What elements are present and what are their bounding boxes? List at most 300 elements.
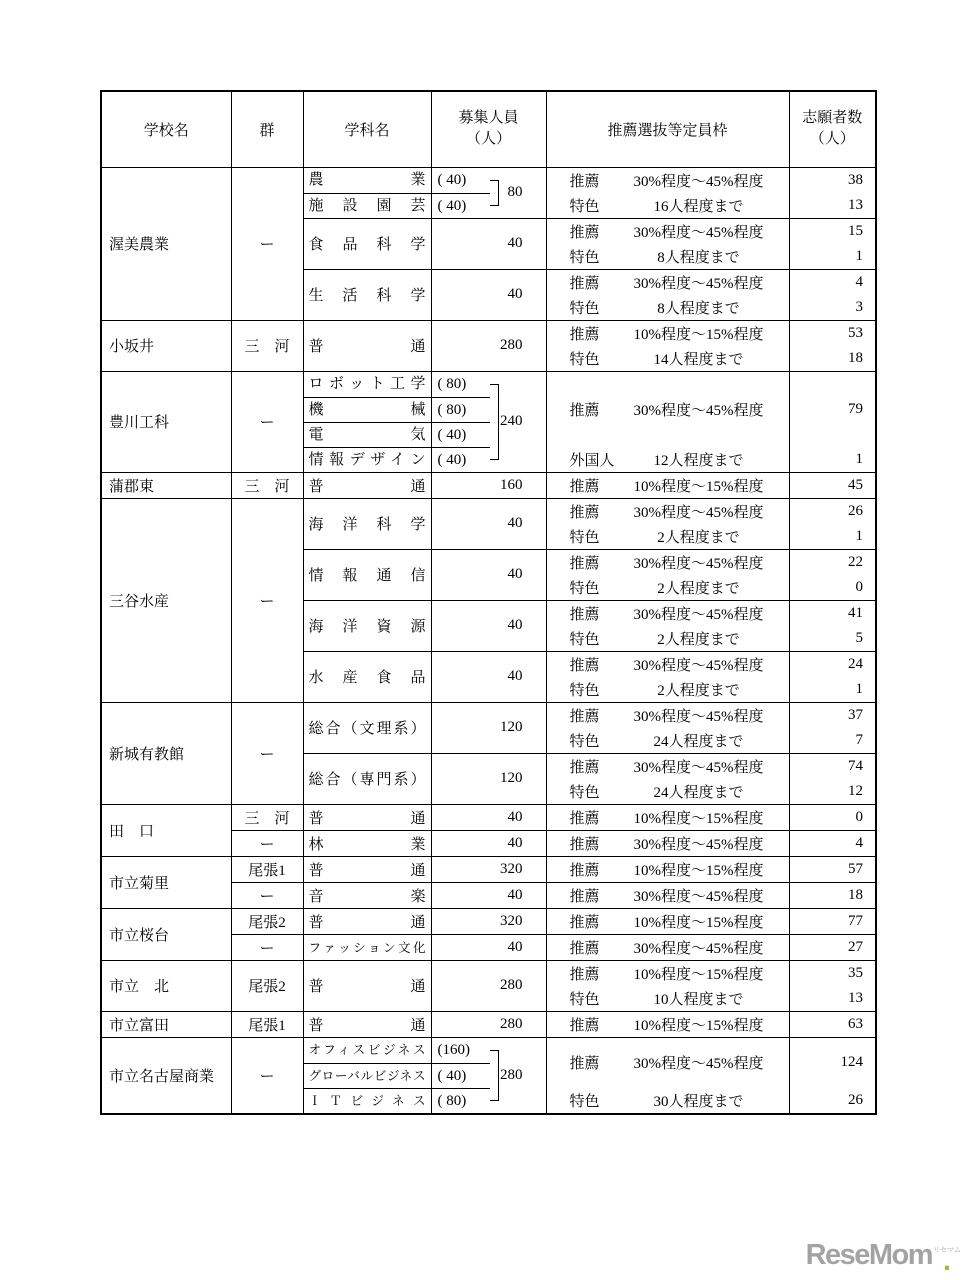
- applicant-count: 1: [855, 247, 863, 264]
- dept-cell: [303, 856, 431, 882]
- applicants-cell: [789, 218, 876, 269]
- quota-cell: [546, 371, 789, 472]
- dept-name: 施設園芸: [304, 193, 431, 218]
- quota-line: [547, 935, 789, 960]
- quota-label: 推薦: [569, 759, 600, 776]
- capacity-cell: 40: [431, 600, 546, 651]
- quota-label: 特色: [569, 249, 600, 266]
- quota-value: 2人程度まで: [657, 580, 740, 597]
- quota-cell: [546, 934, 789, 960]
- quota-label: 推薦: [569, 326, 600, 343]
- quota-label: 推薦: [569, 940, 600, 957]
- quota-line: [547, 447, 789, 472]
- applicant-count: 13: [848, 989, 863, 1006]
- capacity-cell: 40: [431, 549, 546, 600]
- dept-cell: [303, 702, 431, 753]
- applicants-cell: [789, 320, 876, 371]
- capacity-cell: [431, 167, 546, 218]
- dept-capacity: ( 80): [432, 397, 490, 422]
- quota-cell: [546, 908, 789, 934]
- quota-value: 10人程度まで: [653, 991, 744, 1008]
- applicant-count: 45: [848, 476, 863, 493]
- quota-line: [547, 703, 789, 728]
- quota-label: 特色: [569, 682, 600, 699]
- capacity-cell: 120: [431, 753, 546, 804]
- capacity-cell: 40: [431, 269, 546, 320]
- dept-name: グローバルビジネス: [304, 1063, 431, 1088]
- applicant-count: 13: [848, 196, 863, 213]
- capacity-group: [432, 372, 546, 472]
- applicant-count: 63: [848, 1015, 863, 1032]
- quota-line: [547, 524, 789, 549]
- resemom-logo: [805, 1239, 961, 1278]
- applicants-cell: [789, 371, 876, 472]
- quota-label: 推薦: [569, 606, 600, 623]
- school-name-cell: 市立 北: [101, 960, 231, 1011]
- quota-label: 推薦: [569, 402, 600, 419]
- logo-dot: .: [943, 1245, 952, 1278]
- quota-value: 14人程度まで: [653, 351, 744, 368]
- applicants-cell: [789, 960, 876, 1011]
- quota-line: [547, 1088, 789, 1113]
- quota-cell: [546, 960, 789, 1011]
- quota-value: 30%程度～45%程度: [633, 275, 764, 292]
- dept-capacity: ( 80): [432, 1088, 490, 1113]
- quota-label: 推薦: [569, 914, 600, 931]
- applicant-count: 53: [848, 324, 863, 341]
- school-name-cell: 市立名古屋商業: [101, 1037, 231, 1114]
- group-cell: 尾張2: [231, 960, 303, 1011]
- dept-name: オフィスビジネス: [308, 1042, 426, 1057]
- quota-label: 特色: [569, 631, 600, 648]
- table-row: [101, 498, 876, 549]
- quota-cell: [546, 651, 789, 702]
- dept-name: ＩＴビジネス: [304, 1088, 431, 1113]
- applicant-count: 4: [855, 273, 863, 290]
- dept-name: 生活科学: [308, 288, 426, 304]
- quota-label: 外国人: [569, 452, 615, 469]
- quota-label: 特色: [569, 1093, 600, 1110]
- sub-capacities: [432, 1038, 490, 1113]
- quota-value: 30%程度～45%程度: [633, 888, 764, 905]
- quota-line: [547, 779, 789, 804]
- school-name-cell: 三谷水産: [101, 498, 231, 702]
- table-row: [101, 908, 876, 934]
- applicant-count: 26: [848, 502, 863, 519]
- quota-line: [547, 626, 789, 651]
- capacity-cell: 280: [431, 960, 546, 1011]
- quota-label: 特色: [569, 351, 600, 368]
- dept-cell: [303, 371, 431, 472]
- dept-name: 海洋資源: [308, 619, 426, 635]
- quota-line: [547, 728, 789, 753]
- applicant-count: 15: [848, 222, 863, 239]
- quota-value: 30%程度～45%程度: [633, 940, 764, 957]
- school-name-cell: 新城有教館: [101, 702, 231, 804]
- quota-line: [547, 270, 789, 295]
- quota-value: 10%程度～15%程度: [633, 810, 764, 827]
- admission-table: [100, 90, 877, 1115]
- group-cell: 三 河: [231, 804, 303, 830]
- dept-capacity: ( 40): [432, 193, 490, 218]
- logo-tail: [933, 1245, 961, 1278]
- applicant-count: 35: [848, 964, 863, 981]
- dept-cell: [303, 804, 431, 830]
- quota-value: 30%程度～45%程度: [633, 657, 764, 674]
- applicant-count: 4: [855, 834, 863, 851]
- quota-line: [547, 652, 789, 677]
- group-cell: 尾張2: [231, 908, 303, 934]
- quota-label: 推薦: [569, 708, 600, 725]
- table-row: [101, 856, 876, 882]
- quota-value: 30%程度～45%程度: [633, 759, 764, 776]
- dept-name: 音楽: [308, 888, 426, 905]
- applicant-count: 79: [848, 400, 863, 417]
- group-cell: ー: [231, 934, 303, 960]
- capacity-bracket: [490, 1050, 499, 1101]
- school-name-cell: 田 口: [101, 804, 231, 856]
- quota-cell: [546, 856, 789, 882]
- dept-name: 林業: [308, 836, 426, 853]
- quota-line: [547, 244, 789, 269]
- quota-line: [547, 831, 789, 856]
- capacity-cell: [431, 371, 546, 472]
- applicant-count: 1: [855, 680, 863, 697]
- header-capacity-line1: 募集人員: [458, 110, 519, 127]
- quota-line: [547, 909, 789, 934]
- quota-value: 10%程度～15%程度: [633, 1017, 764, 1034]
- school-name-cell: 小坂井: [101, 320, 231, 371]
- quota-cell: [546, 702, 789, 753]
- quota-line: [547, 961, 789, 986]
- header-applicants-line2: （人）: [809, 131, 855, 148]
- table-row: [101, 1037, 876, 1114]
- dept-capacity: (160): [437, 1041, 470, 1058]
- capacity-total: 240: [500, 413, 523, 429]
- quota-line: [547, 986, 789, 1011]
- dept-stack: [304, 168, 431, 218]
- quota-value: 8人程度まで: [657, 249, 740, 266]
- capacity-total: 280: [500, 1066, 523, 1083]
- quota-line: [547, 575, 789, 600]
- applicant-count: 41: [848, 604, 863, 621]
- quota-line: [547, 219, 789, 244]
- quota-cell: [546, 549, 789, 600]
- quota-cell: [546, 167, 789, 218]
- applicant-stack: [790, 372, 876, 472]
- dept-name: 水産食品: [308, 670, 426, 686]
- applicants-cell: [789, 934, 876, 960]
- table-row: [101, 960, 876, 1011]
- school-name-cell: 市立富田: [101, 1011, 231, 1037]
- dept-name: 総合（文理系）: [308, 721, 426, 737]
- quota-label: 推薦: [569, 657, 600, 674]
- quota-label: 特色: [569, 580, 600, 597]
- dept-name: 電気: [304, 422, 431, 447]
- quota-value: 2人程度まで: [657, 631, 740, 648]
- dept-cell: [303, 600, 431, 651]
- dept-cell: [303, 167, 431, 218]
- applicant-count: 26: [848, 1091, 863, 1108]
- applicant-count: 0: [855, 578, 863, 595]
- table-row: [101, 702, 876, 753]
- header-quota: 推薦選抜等定員枠: [546, 91, 789, 167]
- applicant-count: 5: [855, 629, 863, 646]
- header-row: [101, 91, 876, 167]
- capacity-cell: [431, 1037, 546, 1114]
- school-name-cell: 蒲郡東: [101, 472, 231, 498]
- dept-cell: [303, 882, 431, 908]
- quota-value: 16人程度まで: [653, 198, 744, 215]
- applicants-cell: [789, 804, 876, 830]
- quota-value: 30%程度～45%程度: [633, 402, 764, 419]
- quota-line: [547, 677, 789, 702]
- applicant-count: 124: [840, 1053, 863, 1070]
- quota-value: 10%程度～15%程度: [633, 862, 764, 879]
- table-row: [101, 320, 876, 371]
- dept-name: 海洋科学: [308, 517, 426, 533]
- quota-value: 30%程度～45%程度: [633, 836, 764, 853]
- dept-cell: [303, 934, 431, 960]
- dept-cell: [303, 908, 431, 934]
- quota-label: 推薦: [569, 1017, 600, 1034]
- quota-label: 特色: [569, 198, 600, 215]
- dept-cell: [303, 651, 431, 702]
- applicant-count: 57: [848, 860, 863, 877]
- dept-cell: [303, 1011, 431, 1037]
- quota-label: 推薦: [569, 966, 600, 983]
- capacity-cell: 40: [431, 804, 546, 830]
- quota-line: [547, 321, 789, 346]
- applicant-count: 22: [848, 553, 863, 570]
- header-capacity-line2: （人）: [465, 131, 511, 148]
- quota-value: 10%程度～15%程度: [633, 326, 764, 343]
- group-cell: ー: [231, 702, 303, 804]
- group-cell: 三 河: [231, 320, 303, 371]
- table-row: [101, 371, 876, 472]
- quota-line: [547, 754, 789, 779]
- applicant-count: 77: [848, 912, 863, 929]
- dept-name: 普通: [308, 979, 426, 995]
- header-group: 群: [231, 91, 303, 167]
- quota-value: 30%程度～45%程度: [633, 708, 764, 725]
- dept-name: 農業: [308, 171, 426, 188]
- quota-label: 特色: [569, 300, 600, 317]
- dept-stack: [304, 1038, 431, 1113]
- applicants-cell: [789, 753, 876, 804]
- quota-line: [547, 346, 789, 371]
- dept-cell: [303, 472, 431, 498]
- applicant-count: 3: [855, 298, 863, 315]
- quota-cell: [546, 882, 789, 908]
- quota-value: 30%程度～45%程度: [633, 555, 764, 572]
- capacity-cell: 280: [431, 320, 546, 371]
- quota-cell: [546, 804, 789, 830]
- applicants-cell: [789, 830, 876, 856]
- header-capacity: [431, 91, 546, 167]
- capacity-cell: 40: [431, 882, 546, 908]
- capacity-cell: 40: [431, 934, 546, 960]
- applicants-cell: [789, 549, 876, 600]
- applicant-count: 37: [848, 706, 863, 723]
- quota-line: [547, 883, 789, 908]
- logo-kana-label: リセマム: [933, 1247, 961, 1255]
- quota-label: 推薦: [569, 888, 600, 905]
- quota-cell: [546, 218, 789, 269]
- dept-cell: [303, 830, 431, 856]
- dept-capacity: ( 80): [437, 375, 467, 392]
- dept-name: 普通: [308, 1017, 426, 1034]
- quota-label: 特色: [569, 784, 600, 801]
- group-cell: ー: [231, 830, 303, 856]
- quota-cell: [546, 1011, 789, 1037]
- quota-line: [547, 499, 789, 524]
- capacity-cell: 160: [431, 472, 546, 498]
- table-row: [101, 1011, 876, 1037]
- dept-name: ロボット工学: [308, 375, 426, 392]
- quota-value: 30%程度～45%程度: [633, 173, 764, 190]
- table-row: [101, 472, 876, 498]
- quota-line: [547, 1012, 789, 1037]
- quota-line: [547, 601, 789, 626]
- applicants-cell: [789, 651, 876, 702]
- quota-value: 30%程度～45%程度: [633, 504, 764, 521]
- quota-label: 推薦: [569, 862, 600, 879]
- capacity-cell: 280: [431, 1011, 546, 1037]
- dept-name: 食品科学: [308, 237, 426, 253]
- group-cell: ー: [231, 498, 303, 702]
- school-name-cell: 市立菊里: [101, 856, 231, 908]
- table-row: [101, 167, 876, 218]
- quota-value: 24人程度まで: [653, 733, 744, 750]
- dept-cell: [303, 753, 431, 804]
- quota-line: [547, 1050, 789, 1075]
- quota-cell: [546, 1037, 789, 1114]
- quota-line: [547, 473, 789, 498]
- applicant-count: 12: [848, 782, 863, 799]
- dept-cell: [303, 269, 431, 320]
- quota-line: [547, 805, 789, 830]
- sub-capacities: [432, 372, 490, 472]
- quota-value: 10%程度～15%程度: [633, 966, 764, 983]
- capacity-cell: 40: [431, 651, 546, 702]
- quota-stack: [547, 372, 789, 472]
- quota-label: 推薦: [569, 224, 600, 241]
- group-cell: 尾張1: [231, 1011, 303, 1037]
- applicant-count: 18: [848, 886, 863, 903]
- capacity-cell: 320: [431, 908, 546, 934]
- quota-cell: [546, 472, 789, 498]
- group-cell: ー: [231, 167, 303, 320]
- dept-capacity: ( 40): [432, 1063, 490, 1088]
- group-cell: ー: [231, 1037, 303, 1114]
- school-name-cell: 豊川工科: [101, 371, 231, 472]
- school-name-cell: 渥美農業: [101, 167, 231, 320]
- capacity-cell: 40: [431, 218, 546, 269]
- capacity-group: [432, 1038, 546, 1113]
- applicants-cell: [789, 472, 876, 498]
- quota-line: [547, 397, 789, 422]
- quota-value: 30人程度まで: [653, 1093, 744, 1110]
- dept-stack: [304, 372, 431, 472]
- dept-cell: [303, 960, 431, 1011]
- applicants-cell: [789, 269, 876, 320]
- dept-capacity: ( 40): [432, 447, 490, 472]
- applicant-count: 0: [855, 808, 863, 825]
- dept-name: 総合（専門系）: [308, 772, 426, 788]
- group-cell: 尾張1: [231, 856, 303, 882]
- capacity-cell: 120: [431, 702, 546, 753]
- applicants-cell: [789, 856, 876, 882]
- quota-cell: [546, 600, 789, 651]
- quota-value: 2人程度まで: [657, 682, 740, 699]
- dept-cell: [303, 320, 431, 371]
- quota-label: 推薦: [569, 1055, 600, 1072]
- dept-name: 機械: [304, 397, 431, 422]
- quota-line: [547, 193, 789, 218]
- quota-stack: [547, 1038, 789, 1113]
- quota-label: 特色: [569, 733, 600, 750]
- dept-cell: [303, 498, 431, 549]
- dept-name: 普通: [308, 478, 426, 495]
- group-cell: ー: [231, 371, 303, 472]
- applicant-count: 74: [848, 757, 863, 774]
- applicants-cell: [789, 1011, 876, 1037]
- applicant-count: 1: [855, 527, 863, 544]
- applicants-cell: [789, 600, 876, 651]
- applicants-cell: [789, 1037, 876, 1114]
- quota-value: 30%程度～45%程度: [633, 1055, 764, 1072]
- dept-name: 普通: [308, 914, 426, 931]
- group-cell: 三 河: [231, 472, 303, 498]
- quota-cell: [546, 320, 789, 371]
- quota-line: [547, 550, 789, 575]
- quota-label: 推薦: [569, 810, 600, 827]
- quota-label: 特色: [569, 991, 600, 1008]
- applicants-cell: [789, 908, 876, 934]
- applicants-cell: [789, 498, 876, 549]
- header-applicants-line1: 志願者数: [802, 110, 863, 127]
- quota-cell: [546, 830, 789, 856]
- applicants-cell: [789, 702, 876, 753]
- dept-name: 情報デザイン: [304, 447, 431, 472]
- dept-name: 普通: [308, 862, 426, 879]
- header-applicants: [789, 91, 876, 167]
- quota-label: 推薦: [569, 275, 600, 292]
- quota-value: 10%程度～15%程度: [633, 914, 764, 931]
- quota-label: 推薦: [569, 478, 600, 495]
- capacity-cell: 40: [431, 498, 546, 549]
- quota-label: 推薦: [569, 173, 600, 190]
- quota-label: 推薦: [569, 504, 600, 521]
- quota-value: 2人程度まで: [657, 529, 740, 546]
- dept-name: ファッション文化: [308, 941, 426, 955]
- quota-value: 8人程度まで: [657, 300, 740, 317]
- quota-label: 特色: [569, 529, 600, 546]
- quota-label: 推薦: [569, 555, 600, 572]
- dept-name: 普通: [308, 810, 426, 827]
- quota-line: [547, 295, 789, 320]
- dept-capacity: ( 40): [437, 171, 467, 188]
- quota-cell: [546, 753, 789, 804]
- dept-name: 情報通信: [308, 568, 426, 584]
- capacity-cell: 320: [431, 856, 546, 882]
- quota-cell: [546, 498, 789, 549]
- quota-value: 30%程度～45%程度: [633, 224, 764, 241]
- header-dept: 学科名: [303, 91, 431, 167]
- applicant-count: 24: [848, 655, 863, 672]
- quota-label: 推薦: [569, 836, 600, 853]
